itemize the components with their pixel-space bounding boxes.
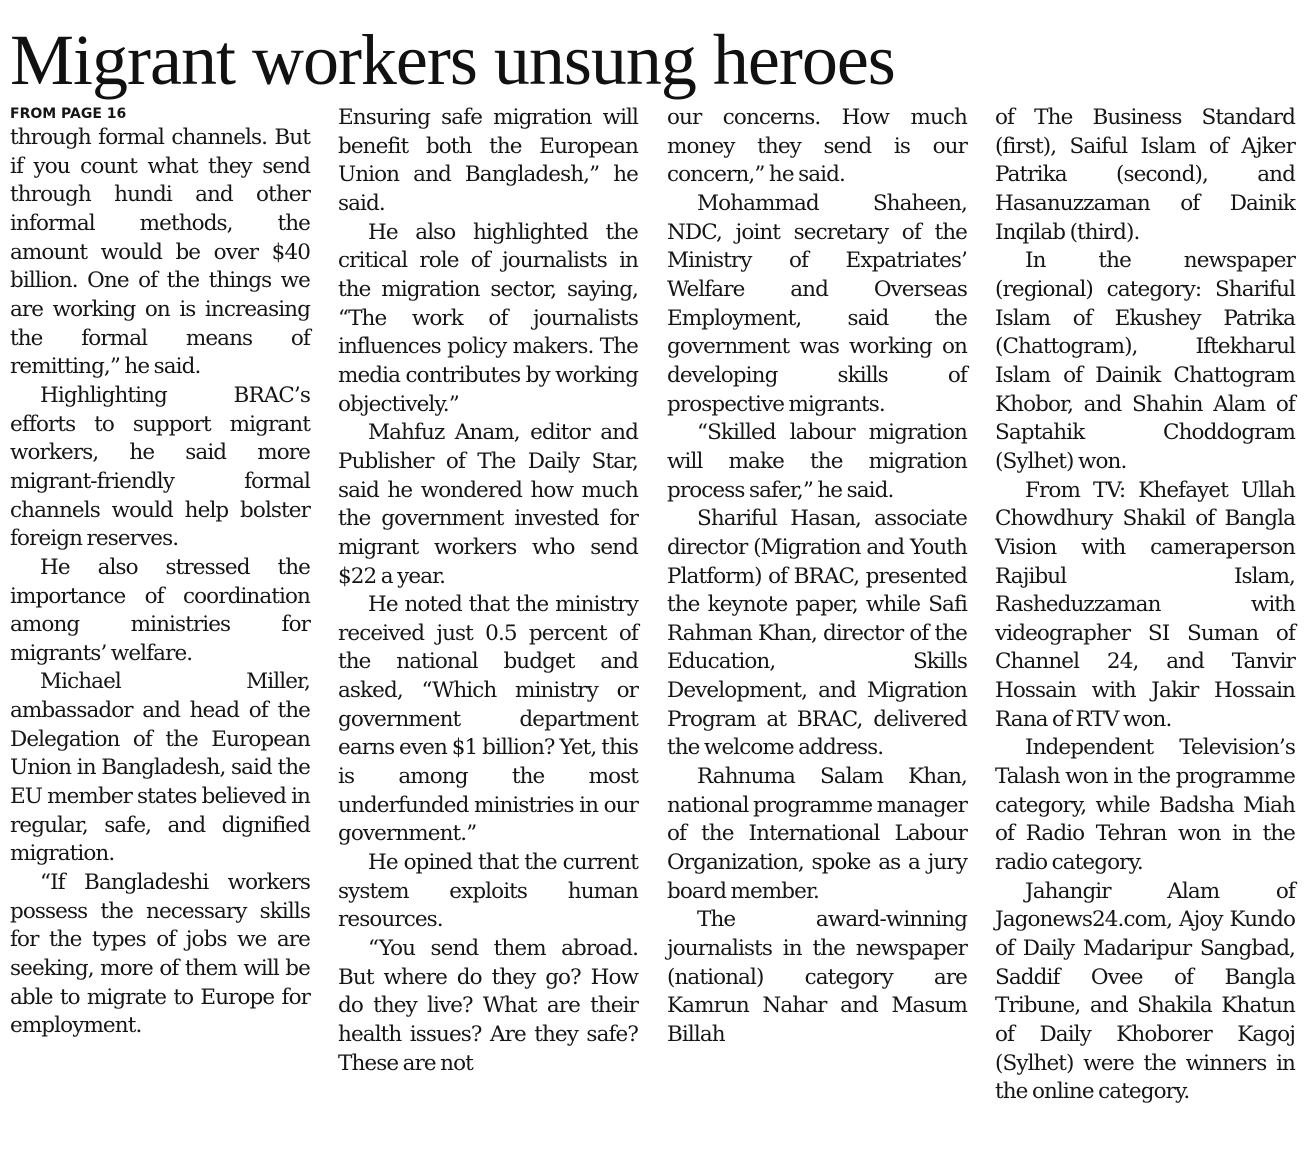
article-column-3: [667, 104, 967, 1050]
paragraph: He noted that the ministry received just 0.5 percent of the national budget and asked, “Which ministry or government department earns even $1 billion? Yet, this is among the most underfunded ministries in our government.”: [338, 592, 638, 847]
article-column-1: [10, 104, 310, 1041]
paragraph: Mahfuz Anam, editor and Publisher of The Daily Star, said he wondered how much the government invested for migrant workers who send $22 a year.: [338, 420, 638, 589]
paragraph: our concerns. How much money they send is our concern,” he said.: [667, 105, 967, 188]
article-column-2: [338, 104, 638, 1078]
paragraph: “If Bangladeshi workers possess the necessary skills for the types of jobs we are seeking, more of them will be able to migrate to Europe for employment.: [10, 870, 310, 1039]
paragraph: He also stressed the importance of coordination among ministries for migrants’ welfare.: [10, 554, 310, 666]
paragraph: In the newspaper (regional) category: Shariful Islam of Ekushey Patrika (Chattogram), Iftekharul Islam of Dainik Chattogram Khobor, and Shahin Alam of Saptahik Choddogram (Sylhet) won.: [995, 248, 1295, 474]
paragraph: Ensuring safe migration will benefit both the European Union and Bangladesh,” he said.: [338, 105, 638, 216]
paragraph: “Skilled labour migration will make the migration process safer,” he said.: [667, 420, 967, 503]
paragraph: He also highlighted the critical role of journalists in the migration sector, saying, “The work of journalists influences policy makers. The media contributes by working objectively.”: [338, 219, 638, 417]
paragraph: “You send them abroad. But where do they go? How do they live? What are their health issues? Are they safe? These are not: [338, 936, 638, 1076]
paragraph: From TV: Khefayet Ullah Chowdhury Shakil of Bangla Vision with cameraperson Rajibul Islam, Rasheduzzaman with videographer SI Suman of Channel 24, and Tanvir Hossain with Jakir Hossain Rana of RTV won.: [995, 477, 1295, 732]
paragraph: through formal channels. But if you count what they send through hundi and other informal methods, the amount would be over $40 billion. One of the things we are working on is increasing the formal means of remitting,” he said.: [10, 125, 310, 380]
paragraph: He opined that the current system exploits human resources.: [338, 850, 638, 933]
paragraph: Mohammad Shaheen, NDC, joint secretary of the Ministry of Expatriates’ Welfare and Overseas Employment, said the government was working on developing skills of prospective migrants.: [667, 190, 967, 417]
paragraph: Independent Television’s Talash won in the programme category, while Badsha Miah of Radio Tehran won in the radio category.: [995, 735, 1295, 876]
headline: Migrant workers unsung heroes: [10, 20, 895, 100]
jump-label: FROM PAGE 16: [10, 106, 127, 122]
paragraph: The award-winning journalists in the newspaper (national) category are Kamrun Nahar and Masum Billah: [667, 907, 967, 1047]
article-column-4: [995, 104, 1295, 1107]
paragraph: Shariful Hasan, associate director (Migration and Youth Platform) of BRAC, presented the keynote paper, while Safi Rahman Khan, director of the Education, Skills Development, and Migration Program at BRAC, delivered the welcome address.: [667, 506, 967, 761]
paragraph: Rahnuma Salam Khan, national programme manager of the International Labour Organization, spoke as a jury board member.: [667, 764, 967, 904]
paragraph: Michael Miller, ambassador and head of the Delegation of the European Union in Bangladesh, said the EU member states believed in regular, safe, and dignified migration.: [10, 669, 310, 867]
paragraph: Highlighting BRAC’s efforts to support migrant workers, he said more migrant-friendly formal channels would help bolster foreign reserves.: [10, 382, 310, 552]
paragraph: Jahangir Alam of Jagonews24.com, Ajoy Kundo of Daily Madaripur Sangbad, Saddif Ovee of Bangla Tribune, and Shakila Khatun of Daily Khoborer Kagoj (Sylhet) were the winners in the online category.: [995, 878, 1295, 1105]
paragraph: of The Business Standard (first), Saiful Islam of Ajker Patrika (second), and Hasanuzzaman of Dainik Inqilab (third).: [995, 105, 1295, 245]
